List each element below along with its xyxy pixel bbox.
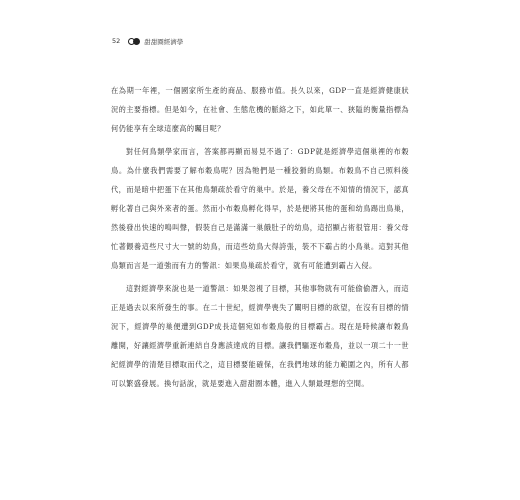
- page-number: 52: [112, 37, 121, 45]
- paragraph-warning: 這對經濟學來說也是一道警訊：如果忽視了目標，其他事物就有可能偷偷潛入，而這正是過去以來所發生的事。在二十世紀，經濟學喪失了闡明目標的欲望，在沒有目標的情況下，經濟學的巢便遭到GDP成長這個宛如布穀鳥般的目標霸占。現在是時候讓布穀鳥離開，好讓經濟學重新連結自身應該達成的目標。讓我們驅逐布穀鳥，並以一項二十一世紀經濟學的清楚目標取而代之，這目標要能確保，在我們地球的能力範圍之內，所有人都可以繁盛發展。換句話說，就是要進入甜甜圈本體，進入人類最理想的空間。: [111, 284, 409, 388]
- book-title: 甜甜圈經濟學: [144, 37, 184, 46]
- body-text: [111, 81, 409, 397]
- paragraph-cuckoo: 對任何鳥類學家而言，答案都再顯而易見不過了：GDP就是經濟學這個巢裡的布穀鳥。為什麼我們需要了解布穀鳥呢？因為牠們是一種狡猾的鳥類。布穀鳥不自己照料後代，而是暗中把蛋下在其他鳥類疏於看守的巢中。於是，養父母在不知情的情況下，認真孵化著自己與外來者的蛋。然而小布穀鳥孵化得早，於是便將其他的蛋和幼鳥踢出鳥巢，然後發出快速的鳴叫聲，假裝自己是滿滿一巢餓肚子的幼鳥，這招顯占術很管用：養父母忙著餵養這些尺寸大一號的幼鳥，而這些幼鳥大得誇張，裝不下霸占的小鳥巢。這對其他鳥類而言是一道強而有力的警訊：如果鳥巢疏於看守，就有可能遭到霸占入侵。: [111, 147, 409, 270]
- donut-logo-icon: [128, 38, 141, 45]
- paragraph-continuation: 在為期一年裡，一個國家所生產的商品、服務市值。長久以來，GDP一直是經濟健康狀況的主要指標。但是如今，在社會、生態危機的脈絡之下，如此單一、狹隘的衡量指標為何仍能享有全球這麼高的矚目呢？: [111, 86, 409, 133]
- running-header: [112, 35, 183, 47]
- donut-logo-circle-dark: [133, 38, 140, 45]
